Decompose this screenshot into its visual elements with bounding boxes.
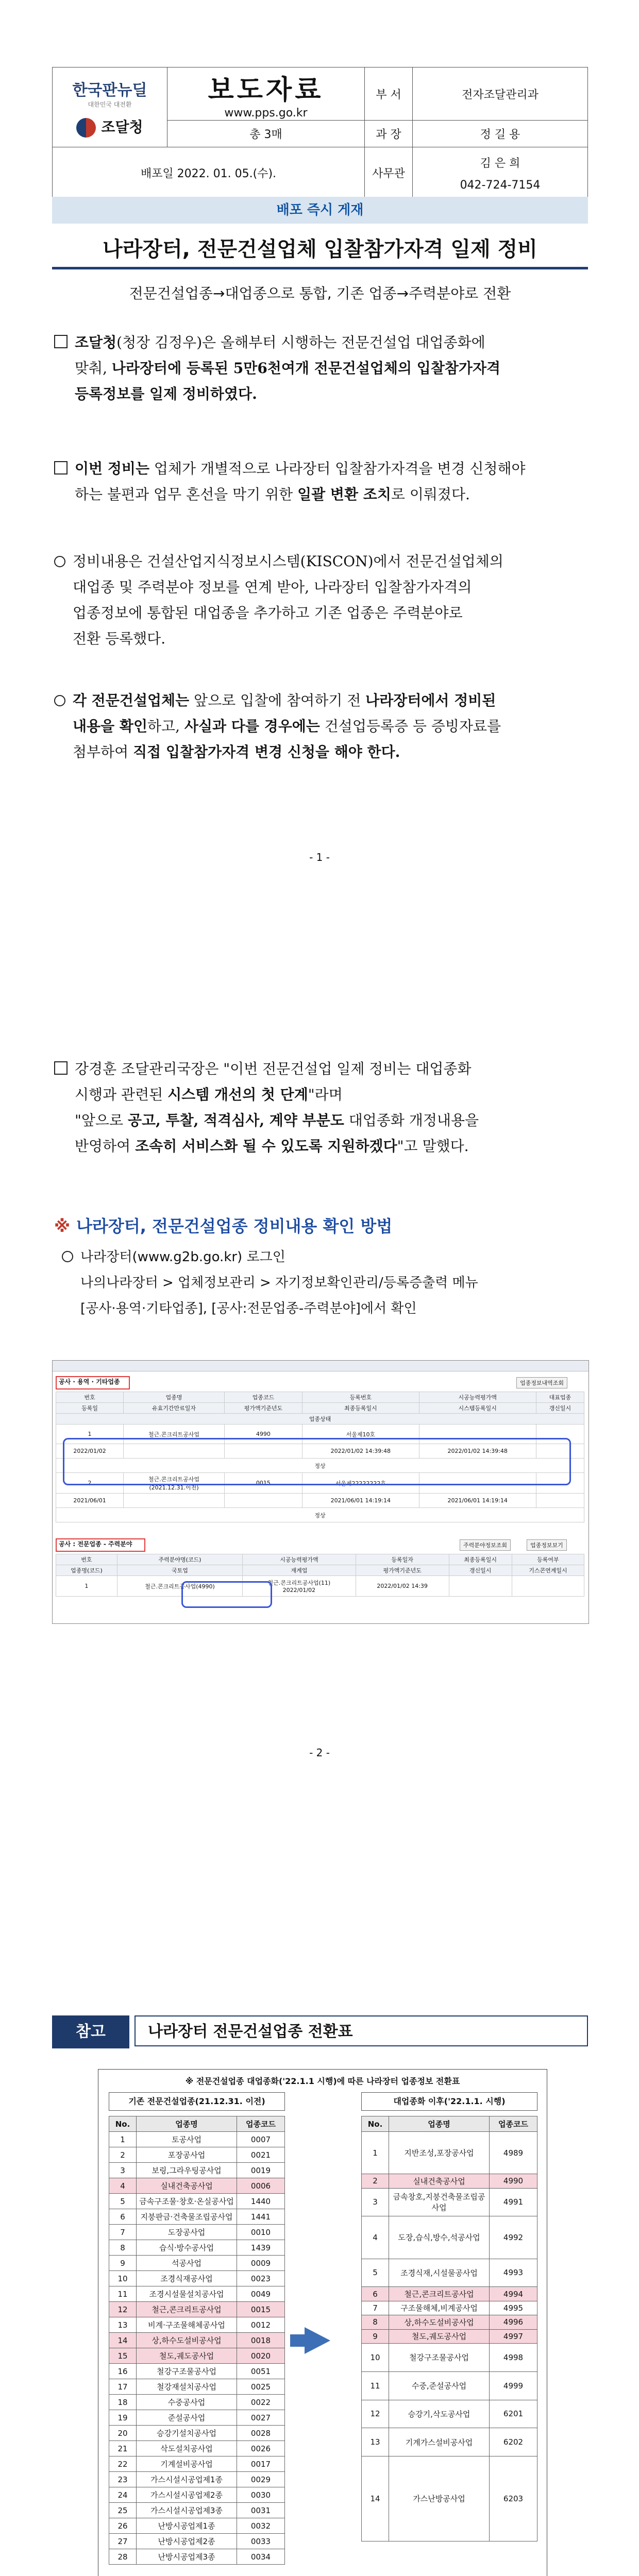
type-name: 철도,궤도공사업 <box>389 2329 490 2343</box>
table-row[interactable]: 1 철근.콘크리트공사업(4990) 철근.콘크리트공사업(11) 2022/01/02 2022/01/02 14:39 <box>56 1576 584 1597</box>
type-name: 구조물해체,비계공사업 <box>389 2301 490 2315</box>
type-name: 철강구조물공사업 <box>389 2343 490 2371</box>
type-code: 6203 <box>490 2456 537 2541</box>
type-name: 가스난방공사업 <box>389 2456 490 2541</box>
table-row <box>109 2456 285 2472</box>
agency-url: www.pps.go.kr <box>224 107 308 120</box>
row-number: 5 <box>362 2259 389 2287</box>
new-types-table: No. 업종명 업종코드 1 지반조성,포장공사업 4989 2 실내건축공사업 4990 3 금속창호,지붕건축물조립공사업 4991 4 도장,습식,방수,석공사업 4992 5 조경식재,시설물공사업 4993 6 철근,콘크리트공사업 4994 7 구조물해체,비계공사업 4995 8 상,하수도설비공사업 4996 9 철도,궤도공사업 4997 10 철강구조물공사업 4998 11 수중,준설공사업 4999 12 승강기,삭도공사업 6201 13 기계가스설비공사업 6202 14 가스난방공사업 6203 <box>361 2116 537 2541</box>
type-code: 0010 <box>237 2225 285 2240</box>
table-row <box>109 2225 285 2240</box>
table-row <box>109 2395 285 2410</box>
dept-value: 전자조달관리과 <box>413 67 588 121</box>
type-name: 금속창호,지붕건축물조립공사업 <box>389 2188 490 2216</box>
table-row <box>362 2315 537 2329</box>
row-number: 16 <box>109 2364 137 2379</box>
highlight-main-field <box>181 1581 272 1608</box>
row-number: 28 <box>109 2549 137 2565</box>
note-mark: ※ <box>54 1216 71 1236</box>
type-name: 철도,궤도공사업 <box>137 2348 237 2364</box>
g2b-screenshot <box>52 1360 589 1624</box>
row-number: 12 <box>362 2400 389 2428</box>
type-code: 0023 <box>237 2271 285 2286</box>
type-code: 4994 <box>490 2287 537 2301</box>
type-name: 지붕판금·건축물조립공사업 <box>137 2209 237 2225</box>
reference-badge: 참고 <box>52 2015 129 2048</box>
new-deal-logo: 한국판뉴딜 <box>72 81 147 99</box>
table-row <box>109 2410 285 2426</box>
table-row <box>109 2302 285 2317</box>
type-code: 0026 <box>237 2441 285 2456</box>
arrow-right-icon <box>305 2327 330 2354</box>
type-name: 준설공사업 <box>137 2410 237 2426</box>
page-subtitle: 전문건설업종→대업종으로 통합, 기존 업종→주력분야로 전환 <box>129 285 511 302</box>
row-number: 15 <box>109 2348 137 2364</box>
row-number: 5 <box>109 2194 137 2209</box>
paragraph-1: 조달청(청장 김정우)은 올해부터 시행하는 전문건설업 대업종화에 맞춰, 나라장터에 등록된 5만6천여개 전문건설업체의 입찰참가자격 등록정보를 일제 정비하였다. <box>54 330 590 407</box>
embargo-bar: 배포 즉시 게재 <box>52 197 588 224</box>
legacy-types-table: No. 업종명 업종코드 1 토공사업 0007 2 포장공사업 0021 3 보링,그라우팅공사업 0019 4 실내건축공사업 0006 5 금속구조물·창호·온실공사업 1440 6 지붕판금·건축물조립공사업 1441 7 도장공사업 0010 8 습식·방수공사업 1439 9 석공사업 0009 10 조경식재공사업 0023 11 조경시설물설치공사업 0049 12 철근,콘크리트공사업 0015 13 비계·구조물해체공사업 0012 14 상,하수도설비공사업 0018 15 철도,궤도공사업 0020 16 철강구조물공사업 0051 17 철강재설치공사업 0025 18 수중공사업 0022 19 준설공사업 0027 20 승강기설치공사업 0028 21 삭도설치공사업 0026 22 기계설비공사업 0017 23 가스시설시공업제1종 0029 24 가스시설시공업제2종 0030 25 가스시설시공업제3종 0031 26 난방시공업제1종 0032 27 난방시공업제2종 0033 28 난방시공업제3종 0034 <box>109 2116 285 2565</box>
left-table-header: 기존 전문건설업종(21.12.31. 이전) <box>109 2092 285 2111</box>
press-header <box>52 67 588 196</box>
type-code: 0030 <box>237 2487 285 2503</box>
type-code: 0015 <box>237 2302 285 2317</box>
type-code: 4991 <box>490 2188 537 2216</box>
type-name: 철근,콘크리트공사업 <box>389 2287 490 2301</box>
type-code: 0019 <box>237 2163 285 2178</box>
table-row <box>109 2147 285 2163</box>
table-row[interactable]: 2 철근.콘크리트공사업 (2021.12.31.이전) 0015 서울제22222222호 <box>56 1473 584 1494</box>
logo-subtext: 대한민국 대전환 <box>88 100 132 108</box>
row-number: 19 <box>109 2410 137 2426</box>
type-name: 지반조성,포장공사업 <box>389 2132 490 2174</box>
row-number: 8 <box>362 2315 389 2329</box>
type-name: 습식·방수공사업 <box>137 2240 237 2256</box>
type-code: 4996 <box>490 2315 537 2329</box>
agency-emblem-icon <box>76 118 96 138</box>
officer-label: 사무관 <box>365 147 413 199</box>
table-row <box>362 2301 537 2315</box>
row-number: 27 <box>109 2534 137 2549</box>
type-code: 0009 <box>237 2256 285 2271</box>
table-row <box>109 2534 285 2549</box>
type-name: 금속구조물·창호·온실공사업 <box>137 2194 237 2209</box>
table-row <box>109 2271 285 2286</box>
type-name: 난방시공업제2종 <box>137 2534 237 2549</box>
paragraph-5: 강경훈 조달관리국장은 "이번 전문건설업 일제 정비는 대업종화 시행과 관련된 시스템 개선의 첫 단계"라며 "앞으로 공고, 투찰, 적격심사, 계약 부분도 대업종화 개정내용을 반영하여 조속히 서비스화 될 수 있도록 지원하겠다"고 말했다. <box>54 1056 600 1159</box>
table-row <box>362 2371 537 2400</box>
section-2-steps: 나라장터(www.g2b.go.kr) 로그인 나의나라장터 > 업체정보관리 > 자기정보확인관리/등록증출력 메뉴 [공사·용역·기타업종], [공사:전문업종-주력분야]에서 확인 <box>62 1244 598 1321</box>
paragraph-4: 각 전문건설업체는 앞으로 입찰에 참여하기 전 나라장터에서 정비된 내용을 확인하고, 사실과 다를 경우에는 건설업등록증 등 증빙자료를 첨부하여 직접 입찰참가자격 변경 신청을 해야 한다. <box>54 688 590 765</box>
row-number: 11 <box>109 2286 137 2302</box>
row-number: 2 <box>362 2174 389 2188</box>
table-row <box>109 2518 285 2534</box>
table-row[interactable]: 1 철근.콘크리트공사업 4990 서울제10호 <box>56 1425 584 1444</box>
type-code: 1439 <box>237 2240 285 2256</box>
view-history-button[interactable]: 업종정보내역조회 <box>516 1377 567 1388</box>
table-row <box>362 2174 537 2188</box>
type-code: 4999 <box>490 2371 537 2400</box>
type-code: 0017 <box>237 2456 285 2472</box>
type-code: 1441 <box>237 2209 285 2225</box>
row-number: 1 <box>362 2132 389 2174</box>
row-number: 8 <box>109 2240 137 2256</box>
type-code: 0027 <box>237 2410 285 2426</box>
type-name: 조경시설물설치공사업 <box>137 2286 237 2302</box>
type-code: 0028 <box>237 2426 285 2441</box>
circle-bullet-icon <box>62 1251 73 1262</box>
table-row <box>362 2132 537 2174</box>
type-name: 승강기설치공사업 <box>137 2426 237 2441</box>
type-code: 0021 <box>237 2147 285 2163</box>
main-field-table: 번호 주력분야명(코드) 시공능력평가액 등록일자 최종등록일시 등록여부 업종명(코드) 국토업 재계업 평가액기준년도 갱신일시 기스콘연계일시 1 철근.콘크리트공사업(4990) 철근.콘크리트공사업(11) 2022/01/02 2022/01/02 14:39 <box>56 1554 584 1597</box>
type-name: 도장공사업 <box>137 2225 237 2240</box>
type-name: 가스시설시공업제2종 <box>137 2487 237 2503</box>
chief-label: 과 장 <box>365 121 413 147</box>
table-row <box>109 2441 285 2456</box>
type-code: 4997 <box>490 2329 537 2343</box>
row-number: 13 <box>362 2428 389 2456</box>
circle-bullet-icon <box>54 556 65 567</box>
row-number: 9 <box>109 2256 137 2271</box>
type-code: 4995 <box>490 2301 537 2315</box>
table-row <box>109 2194 285 2209</box>
page-count: 총 3매 <box>167 121 365 147</box>
appendix-title: 나라장터 전문건설업종 전환표 <box>134 2015 588 2046</box>
table-row <box>109 2178 285 2194</box>
type-name: 난방시공업제3종 <box>137 2549 237 2565</box>
view-field-button[interactable]: 주력분야정보조회 <box>460 1539 511 1551</box>
row-number: 22 <box>109 2456 137 2472</box>
row-number: 13 <box>109 2317 137 2333</box>
table-row <box>109 2503 285 2518</box>
table-row <box>109 2426 285 2441</box>
table-caption: ※ 전문건설업종 대업종화('22.1.1 시행)에 따른 나라장터 업종정보 전환표 <box>185 2076 460 2086</box>
type-code: 0025 <box>237 2379 285 2395</box>
type-name: 보링,그라우팅공사업 <box>137 2163 237 2178</box>
logo-cell <box>53 67 167 147</box>
row-number: 26 <box>109 2518 137 2534</box>
view-type-button[interactable]: 업종정보보기 <box>527 1539 567 1551</box>
table-row <box>109 2286 285 2302</box>
table-row: 정상 <box>56 1459 584 1473</box>
table-row <box>109 2348 285 2364</box>
officer-phone: 042-724-7154 <box>460 178 541 192</box>
type-name: 난방시공업제1종 <box>137 2518 237 2534</box>
row-number: 21 <box>109 2441 137 2456</box>
row-number: 17 <box>109 2379 137 2395</box>
type-name: 가스시설시공업제3종 <box>137 2503 237 2518</box>
conversion-table-frame <box>98 2069 547 2576</box>
type-code: 4998 <box>490 2343 537 2371</box>
type-code: 0034 <box>237 2549 285 2565</box>
table-row <box>109 2472 285 2487</box>
type-code: 4989 <box>490 2132 537 2174</box>
table-row <box>362 2343 537 2371</box>
type-code: 0029 <box>237 2472 285 2487</box>
type-name: 도장,습식,방수,석공사업 <box>389 2216 490 2259</box>
officer-name: 김 은 희 <box>480 157 520 170</box>
circle-bullet-icon <box>54 695 65 706</box>
table-row <box>362 2456 537 2541</box>
row-number: 3 <box>109 2163 137 2178</box>
table-row <box>362 2259 537 2287</box>
dept-label: 부 서 <box>365 67 413 121</box>
table-row <box>362 2329 537 2343</box>
press-release-label: 보도자료 <box>208 75 324 106</box>
table-row <box>109 2317 285 2333</box>
release-date: 배포일 2022. 01. 05.(수). <box>53 147 365 199</box>
table-row <box>109 2549 285 2565</box>
type-name: 가스시설시공업제1종 <box>137 2472 237 2487</box>
type-code: 4990 <box>490 2174 537 2188</box>
type-name: 기계설비공사업 <box>137 2456 237 2472</box>
table-row: 2022/01/02 2022/01/02 14:39:48 2022/01/02 14:39:48 <box>56 1444 584 1459</box>
type-code: 0032 <box>237 2518 285 2534</box>
type-name: 토공사업 <box>137 2132 237 2147</box>
type-code: 0031 <box>237 2503 285 2518</box>
row-number: 24 <box>109 2487 137 2503</box>
table-row <box>362 2287 537 2301</box>
row-number: 7 <box>362 2301 389 2315</box>
row-number: 14 <box>362 2456 389 2541</box>
square-bullet-icon <box>54 1061 68 1075</box>
type-code: 4993 <box>490 2259 537 2287</box>
business-type-table: 번호 업종명 업종코드 등록번호 시공능력평가액 대표업종 등록일 유효기간만료일자 평가액기준년도 최종등록일시 시스템등록일시 갱신일시 업종상태 1 철근.콘크리트공사업 4990 서울제10호 2022/01/02 2022/01/02 14:39:48 2022/01/02 14:39:48 정상 2 철근.콘크리트공사업 (2021.12.31.이전) 0015 서울제22222222호 2021/06/01 2021/06/01 14:19:14 2021/06/01 14:19:14 정상 <box>56 1392 584 1522</box>
arrow-shaft <box>290 2334 306 2347</box>
type-name: 포장공사업 <box>137 2147 237 2163</box>
type-name: 철강재설치공사업 <box>137 2379 237 2395</box>
row-number: 1 <box>109 2132 137 2147</box>
table-row <box>109 2364 285 2379</box>
table-row <box>109 2132 285 2147</box>
chief-value: 정 길 용 <box>413 121 588 147</box>
type-code: 6201 <box>490 2400 537 2428</box>
table-row <box>362 2216 537 2259</box>
row-number: 18 <box>109 2395 137 2410</box>
type-code: 0051 <box>237 2364 285 2379</box>
row-number: 3 <box>362 2188 389 2216</box>
agency-logo: 조달청 <box>53 116 166 138</box>
right-table-header: 대업종화 이후('22.1.1. 시행) <box>361 2092 537 2111</box>
type-code: 6202 <box>490 2428 537 2456</box>
page-title: 나라장터, 전문건설업체 입찰참가자격 일제 정비 <box>103 238 537 261</box>
type-name: 기계가스설비공사업 <box>389 2428 490 2456</box>
table-row <box>362 2428 537 2456</box>
type-name: 삭도설치공사업 <box>137 2441 237 2456</box>
type-code: 0022 <box>237 2395 285 2410</box>
table-row <box>109 2240 285 2256</box>
type-name: 철근,콘크리트공사업 <box>137 2302 237 2317</box>
row-number: 10 <box>109 2271 137 2286</box>
highlight-new-entry <box>63 1438 571 1485</box>
row-number: 11 <box>362 2371 389 2400</box>
square-bullet-icon <box>54 335 68 348</box>
type-code: 0049 <box>237 2286 285 2302</box>
type-name: 조경식재공사업 <box>137 2271 237 2286</box>
table-row <box>109 2256 285 2271</box>
table-row: 정상 <box>56 1508 584 1522</box>
title-cell <box>167 67 365 121</box>
table-row: 2021/06/01 2021/06/01 14:19:14 2021/06/01 14:19:14 <box>56 1494 584 1508</box>
row-number: 23 <box>109 2472 137 2487</box>
row-number: 20 <box>109 2426 137 2441</box>
row-number: 6 <box>362 2287 389 2301</box>
type-code: 0033 <box>237 2534 285 2549</box>
type-code: 0007 <box>237 2132 285 2147</box>
type-code: 4992 <box>490 2216 537 2259</box>
paragraph-2: 이번 정비는 업체가 개별적으로 나라장터 입찰참가자격을 변경 신청해야 하는 불편과 업무 혼선을 막기 위한 일괄 변환 조치로 이뤄졌다. <box>54 456 590 507</box>
table-row <box>109 2163 285 2178</box>
type-code: 0020 <box>237 2348 285 2364</box>
row-number: 4 <box>362 2216 389 2259</box>
page-number-1: - 1 - <box>309 851 330 863</box>
type-name: 승강기,삭도공사업 <box>389 2400 490 2428</box>
square-bullet-icon <box>54 461 68 474</box>
type-code: 0018 <box>237 2333 285 2348</box>
row-number: 9 <box>362 2329 389 2343</box>
table-row <box>109 2209 285 2225</box>
page-number-2: - 2 - <box>309 1747 330 1759</box>
section-label-2: 공사 : 전문업종 - 주력분야 <box>56 1538 145 1552</box>
type-name: 철강구조물공사업 <box>137 2364 237 2379</box>
table-row <box>109 2379 285 2395</box>
screenshot-toolbar <box>53 1361 588 1371</box>
type-name: 비계·구조물해체공사업 <box>137 2317 237 2333</box>
row-number: 6 <box>109 2209 137 2225</box>
type-name: 상,하수도설비공사업 <box>137 2333 237 2348</box>
type-name: 실내건축공사업 <box>137 2178 237 2194</box>
type-code: 1440 <box>237 2194 285 2209</box>
type-name: 석공사업 <box>137 2256 237 2271</box>
type-name: 실내건축공사업 <box>389 2174 490 2188</box>
type-code: 0006 <box>237 2178 285 2194</box>
type-name: 조경식재,시설물공사업 <box>389 2259 490 2287</box>
table-row <box>362 2188 537 2216</box>
row-number: 12 <box>109 2302 137 2317</box>
type-name: 수중공사업 <box>137 2395 237 2410</box>
paragraph-3: 정비내용은 건설산업지식정보시스템(KISCON)에서 전문건설업체의 대업종 및 주력분야 정보를 연계 받아, 나라장터 입찰참가자격의 업종정보에 통합된 대업종을 추가하고 기존 업종은 주력분야로 전환 등록했다. <box>54 549 590 652</box>
section-label-1: 공사 · 용역 · 기타업종 <box>56 1376 130 1389</box>
appendix-heading <box>52 2015 588 2048</box>
type-code: 0012 <box>237 2317 285 2333</box>
row-number: 25 <box>109 2503 137 2518</box>
contact-cell <box>413 147 588 199</box>
row-number: 2 <box>109 2147 137 2163</box>
title-divider <box>52 267 588 269</box>
row-number: 14 <box>109 2333 137 2348</box>
table-row <box>109 2333 285 2348</box>
table-row <box>362 2400 537 2428</box>
row-number: 4 <box>109 2178 137 2194</box>
row-number: 10 <box>362 2343 389 2371</box>
type-name: 수중,준설공사업 <box>389 2371 490 2400</box>
type-name: 상,하수도설비공사업 <box>389 2315 490 2329</box>
table-row <box>109 2487 285 2503</box>
section-2-heading: ※ 나라장터, 전문건설업종 정비내용 확인 방법 <box>54 1216 393 1236</box>
row-number: 7 <box>109 2225 137 2240</box>
